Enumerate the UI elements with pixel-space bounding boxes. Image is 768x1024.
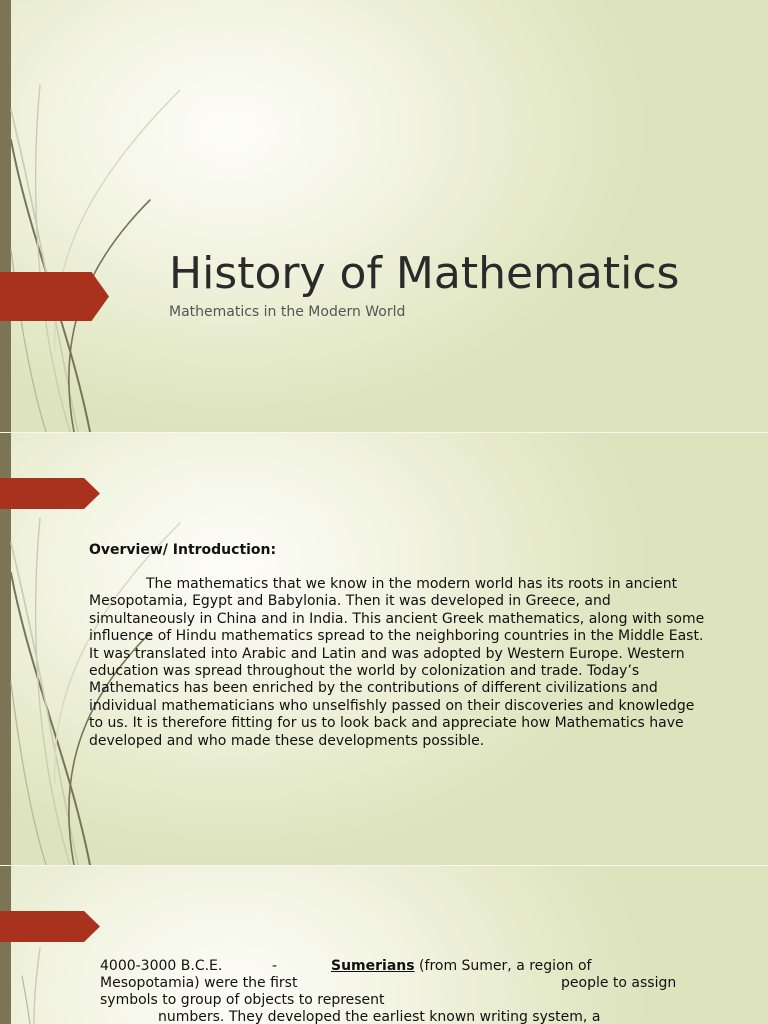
accent-ribbon — [0, 911, 100, 942]
timeline-date: 4000-3000 B.C.E. — [100, 958, 223, 974]
line1-rest: (from Sumer, a region of — [419, 958, 592, 974]
slide-title: History of Mathematics — [169, 248, 680, 299]
overview-slide — [0, 433, 768, 865]
timeline-line3: symbols to group of objects to represent — [100, 992, 385, 1008]
title-slide — [0, 0, 768, 432]
slide-subtitle: Mathematics in the Modern World — [169, 304, 406, 320]
intro-paragraph — [89, 576, 709, 750]
intro-paragraph-text: The mathematics that we know in the modern world has its roots in ancient Mesopotamia, Egypt and Babylonia. Then it was developed in Greece, and simultaneously in China and in India. This ancient Greek mathematics, along with some influence of Hindu mathematics spread to the neighboring countries in the Middle East. It was translated into Arabic and Latin and was adopted by Western Europe. Western education was spread throughout the world by colonization and trade. Today’s Mathematics has been enriched by the contributions of different civilizations and individual mathematicians who unselfishly passed on their discoveries and knowledge to us. It is therefore fitting for us to look back and appreciate how Mathematics have developed and who made these developments possible. — [89, 576, 705, 749]
timeline-entry-line1 — [331, 958, 591, 974]
decorative-swirl-lines — [0, 0, 200, 432]
timeline-line4: numbers. They developed the earliest known writing system, a — [158, 1009, 601, 1024]
section-heading: Overview/ Introduction: — [89, 542, 277, 558]
civilization-name: Sumerians — [331, 958, 415, 974]
timeline-dash: - — [272, 958, 278, 974]
timeline-slide — [0, 866, 768, 1024]
timeline-line2-left: Mesopotamia) were the first — [100, 975, 298, 991]
accent-ribbon — [0, 478, 100, 509]
accent-ribbon — [0, 272, 109, 321]
timeline-line2-right: people to assign — [561, 975, 677, 991]
